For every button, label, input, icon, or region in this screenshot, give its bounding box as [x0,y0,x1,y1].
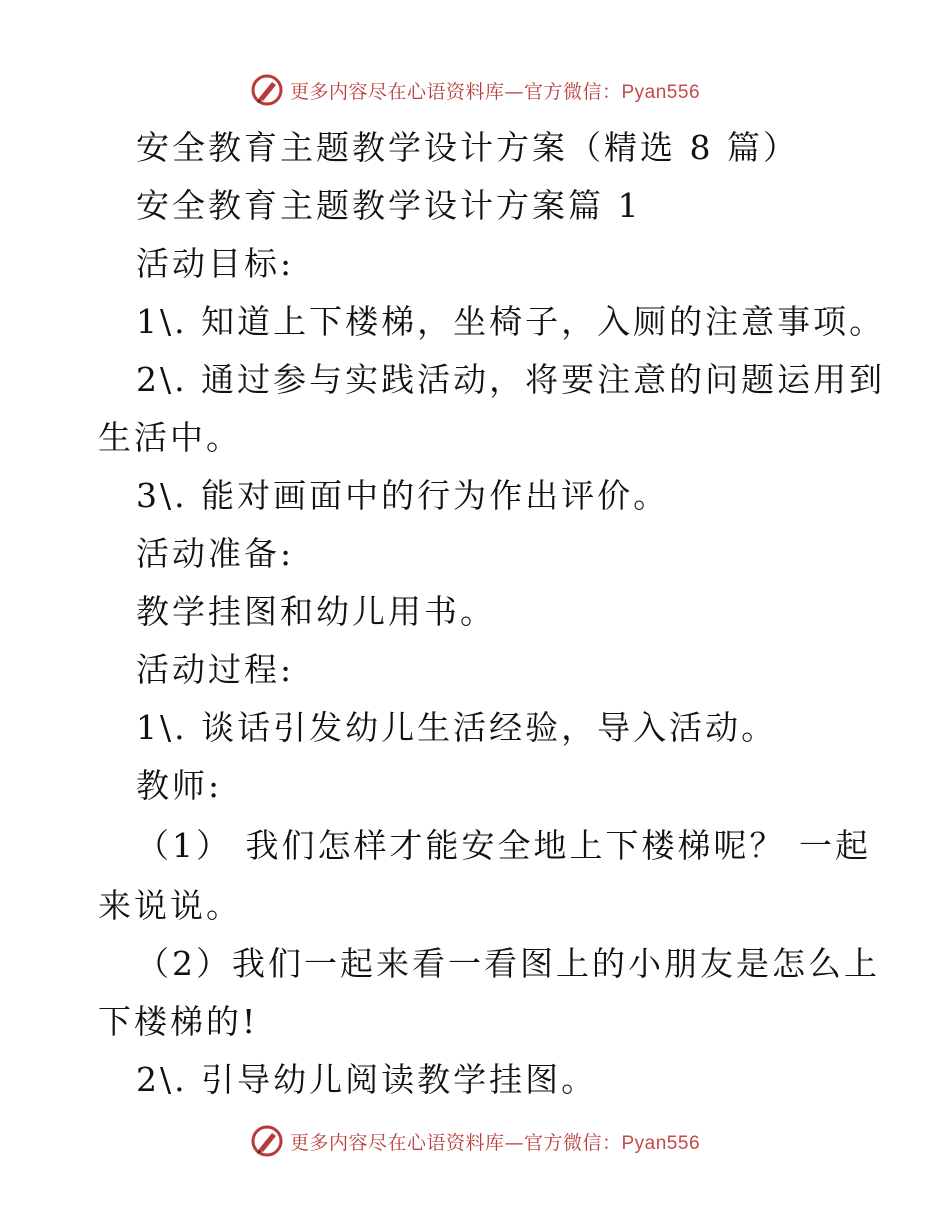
pen-logo-icon [250,73,284,107]
paragraph-line: 教师: [136,766,223,805]
watermark-separator: — [504,1131,524,1154]
paragraph-line: 生活中。 [98,418,242,457]
watermark-text [290,1128,700,1155]
paragraph-line: 3\. 能对画面中的行为作出评价。 [136,476,670,515]
paragraph-line: 活动目标: [136,244,295,283]
pen-logo-icon [250,1124,284,1158]
paragraph-line: 2\. 引导幼儿阅读教学挂图。 [136,1060,598,1099]
paragraph-line: 来说说。 [98,886,242,925]
paragraph-line: 1\. 谈话引发幼儿生活经验，导入活动。 [136,708,778,747]
paragraph-line: （2）我们一起来看一看图上的小朋友是怎么上 [136,944,880,983]
paragraph-line: 活动准备: [136,534,295,573]
watermark-text [290,77,700,104]
paragraph-line: 1\. 知道上下楼梯，坐椅子，入厕的注意事项。 [136,302,886,341]
paragraph-line: 活动过程: [136,650,295,689]
watermark-slogan: 更多内容尽在心语资料库 [289,1131,505,1154]
watermark-account: Pyan556 [621,1132,701,1154]
paragraph-line: 教学挂图和幼儿用书。 [136,592,496,631]
paragraph-line: （1） 我们怎样才能安全地上下楼梯呢？ 一起 [136,826,871,865]
section-heading: 安全教育主题教学设计方案篇 1 [136,186,642,225]
header-watermark [0,70,950,110]
watermark-separator: — [504,80,524,103]
paragraph-line: 2\. 通过参与实践活动，将要注意的问题运用到 [136,360,886,399]
footer-watermark [0,1121,950,1161]
watermark-label: 官方微信： [523,80,622,103]
watermark-label: 官方微信： [523,1131,622,1154]
document-title: 安全教育主题教学设计方案（精选 8 篇） [136,128,799,167]
watermark-slogan: 更多内容尽在心语资料库 [289,80,505,103]
paragraph-line: 下楼梯的! [98,1002,259,1041]
watermark-account: Pyan556 [621,81,701,103]
